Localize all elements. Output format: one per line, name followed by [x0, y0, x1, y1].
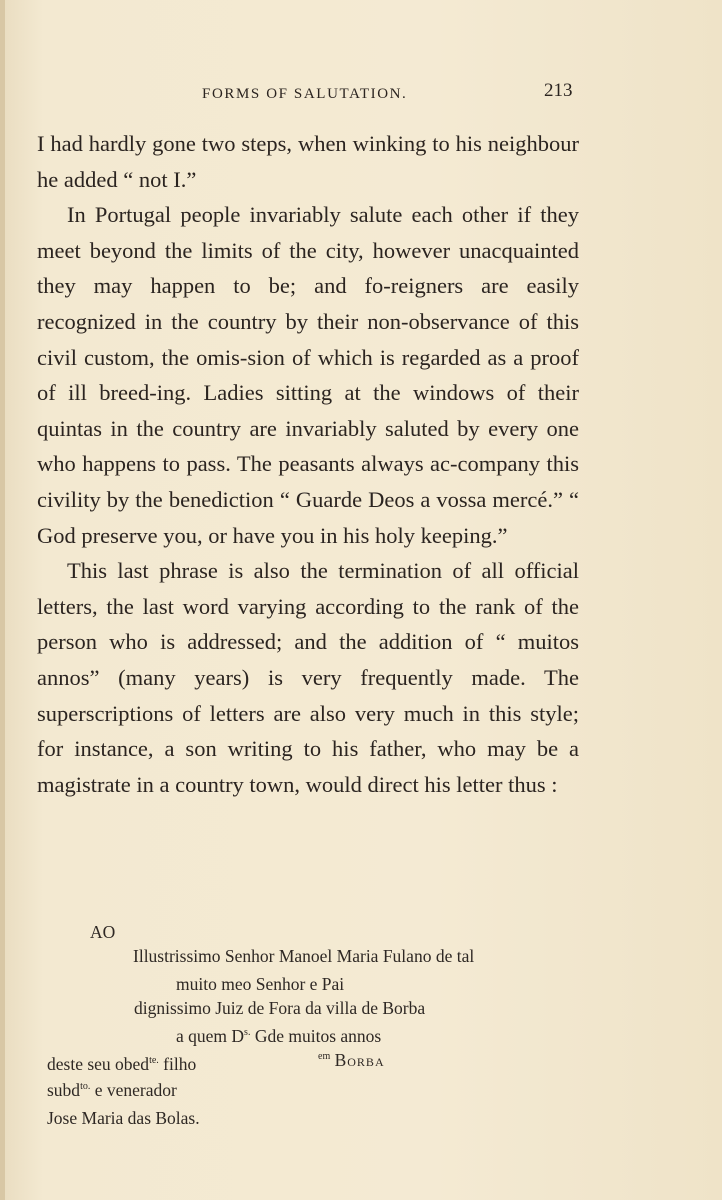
page-number: 213: [544, 80, 573, 101]
letter-line-3: dignissimo Juiz de Fora da villa de Borba: [134, 998, 426, 1018]
paragraph-1: I had hardly gone two steps, when winking to his neighbour he added “ not I.”: [37, 131, 579, 192]
letter-line-4-abbr: s.: [244, 1027, 251, 1039]
letter-line-1: Illustrissimo Senhor Manoel Maria Fulano de tal: [133, 946, 475, 966]
letter-line-5-rest: filho: [158, 1054, 197, 1074]
letter-line-6-rest: e venerador: [90, 1080, 177, 1100]
page-header: [0, 80, 722, 110]
body-text: [37, 126, 579, 802]
letter-line-5-text: deste seu obed: [47, 1054, 150, 1074]
letter-line-4: [176, 1026, 381, 1047]
letter-place-name: Borba: [334, 1050, 385, 1070]
letter-place-em: em: [318, 1051, 331, 1063]
paragraph-3: This last phrase is also the termination of all official letters, the last word varying according to the rank of the person who is addressed; and the addition of “ muitos annos” (many years) is very frequently made. The superscriptions of letters are also very much in this style; for instance, a son writing to his father, who may be a magistrate in a country town, would direct his letter thus :: [37, 558, 579, 797]
letter-line-6-abbr: to.: [80, 1081, 91, 1093]
letter-line-5: [47, 1054, 196, 1075]
paragraph-2: In Portugal people invariably salute each other if they meet beyond the limits of the city, however unacquainted they may happen to be; and fo-reigners are easily recognized in the country by their non-observance of this civil custom, the omis-sion of which is regarded as a proof of ill breed-ing. Ladies sitting at the windows of their quintas in the country are invariably saluted by every one who happens to pass. The peasants always ac-company this civility by the benediction “ Guarde Deos a vossa mercé.” “ God preserve you, or have you in his holy keeping.”: [37, 202, 579, 548]
letter-superscription: [0, 918, 722, 1138]
letter-place: [318, 1050, 385, 1071]
letter-line-5-abbr: te.: [149, 1055, 159, 1067]
letter-line-7: Jose Maria das Bolas.: [47, 1108, 200, 1128]
letter-line-2: muito meo Senhor e Pai: [176, 974, 345, 994]
letter-line-6-text: subd: [47, 1080, 81, 1100]
running-title: FORMS OF SALUTATION.: [202, 86, 408, 102]
letter-line-4-rest: Gde muitos annos: [250, 1026, 382, 1046]
letter-line-6: [47, 1080, 177, 1101]
letter-ao: AO: [90, 922, 116, 942]
letter-line-4-text: a quem D: [176, 1026, 245, 1046]
